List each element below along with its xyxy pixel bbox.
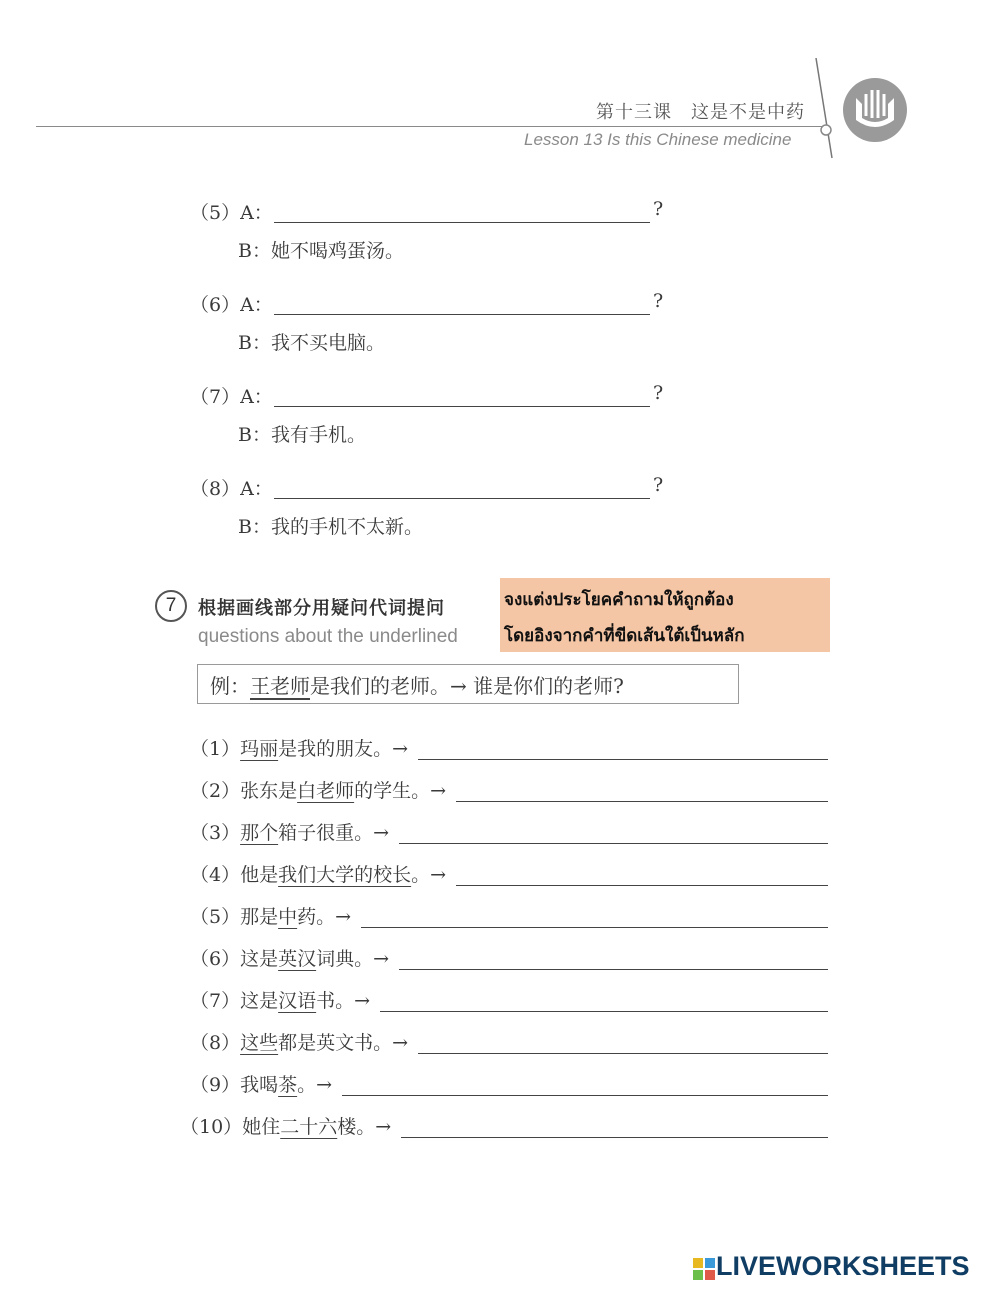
answer-blank-line[interactable] [380,1011,828,1012]
section-title: 根据画线部分用疑问代词提问 [198,598,445,619]
exercise-sentence [190,902,351,929]
exercise-underlined-word: 白老师 [297,780,355,802]
section-number-badge: 7 [155,590,187,622]
exercise-underlined-word: 中 [278,906,298,928]
header-rule [36,126,822,127]
answer-blank-line[interactable] [401,1137,828,1138]
answer-blank-line[interactable] [342,1095,828,1096]
exercise-underlined-word: 玛丽 [240,738,279,760]
answer-blank-line[interactable] [274,498,650,499]
answer-blank-line[interactable] [418,1053,828,1054]
exercise-sentence [190,1070,332,1097]
book-logo-icon [806,58,916,168]
dialog-a-label: （6）A： [190,294,273,316]
exercise-text-after: 的学生。→ [354,780,447,802]
question-mark: ? [653,382,664,404]
exercise-sentence [180,1112,391,1139]
exercise-text-after: 。→ [297,1074,333,1096]
exercise-sentence [190,860,446,887]
exercise-number: （9） [190,1074,241,1096]
exercise-text-after: 书。→ [316,990,371,1012]
exercise-text-after: 是我的朋友。→ [278,738,409,760]
answer-blank-line[interactable] [274,406,650,407]
exercise-text-after: 。→ [411,864,447,886]
exercise-sentence [190,986,370,1013]
question-mark: ? [653,474,664,496]
exercise-text-before: 这是 [240,990,279,1012]
exercise-sentence [190,776,446,803]
answer-blank-line[interactable] [274,314,650,315]
exercise-underlined-word: 汉语 [278,990,317,1012]
exercise-sentence [190,1028,408,1055]
exercise-text-before: 这是 [240,948,279,970]
answer-blank-line[interactable] [274,222,650,223]
dialog-b-line: B：我有手机。 [238,424,366,446]
question-mark: ? [653,290,664,312]
answer-blank-line[interactable] [456,801,828,802]
dialog-b-line: B：我的手机不太新。 [238,516,423,538]
exercise-underlined-word: 这些 [240,1032,279,1054]
dialog-a-label: （5）A： [190,202,273,224]
exercise-number: （8） [190,1032,241,1054]
lesson-title-chinese: 第十三课 这是不是中药 [596,102,805,123]
example-prefix: 例： [210,674,250,698]
liveworksheets-logo-text: LIVEWORKSHEETS [716,1251,970,1281]
question-mark: ? [653,198,664,220]
exercise-number: （7） [190,990,241,1012]
exercise-underlined-word: 茶 [278,1074,298,1096]
answer-blank-line[interactable] [418,759,828,760]
exercise-text-before: 他是 [240,864,279,886]
dialog-b-line: B：我不买电脑。 [238,332,385,354]
thai-instruction-line2: โดยอิงจากคำที่ขีดเส้นใต้เป็นหลัก [504,626,745,646]
answer-blank-line[interactable] [456,885,828,886]
exercise-number: （4） [190,864,241,886]
thai-instruction-box [500,578,830,652]
dialog-b-line: B：她不喝鸡蛋汤。 [238,240,404,262]
exercise-number: （3） [190,822,241,844]
lesson-title-english: Lesson 13 Is this Chinese medicine [524,130,792,149]
exercise-text-after: 都是英文书。→ [278,1032,409,1054]
answer-blank-line[interactable] [361,927,828,928]
exercise-underlined-word: 英汉 [278,948,317,970]
dialog-a-label: （7）A： [190,386,273,408]
dialog-a-label: （8）A： [190,478,273,500]
exercise-text-after: 楼。→ [337,1116,392,1138]
exercise-number: （5） [190,906,241,928]
exercise-sentence [190,734,408,761]
exercise-text-after: 词典。→ [316,948,390,970]
exercise-number: （2） [190,780,241,802]
liveworksheets-logo-icon [693,1258,715,1280]
exercise-number: （10） [180,1116,243,1138]
exercise-text-before: 张东是 [240,780,298,802]
exercise-text-after: 药。→ [297,906,352,928]
exercise-underlined-word: 我们大学的校长 [278,864,412,886]
exercise-text-before: 我喝 [240,1074,279,1096]
example-sentence [210,670,624,699]
exercise-text-after: 箱子很重。→ [278,822,390,844]
thai-instruction-line1: จงแต่งประโยคคำถามให้ถูกต้อง [504,590,734,610]
exercise-text-before: 她住 [242,1116,281,1138]
exercise-sentence [190,818,389,845]
exercise-text-before: 那是 [240,906,279,928]
exercise-underlined-word: 二十六 [280,1116,338,1138]
example-rest: 是我们的老师。→ 谁是你们的老师? [310,674,624,698]
section-subtitle: questions about the underlined [198,626,458,647]
example-underlined: 王老师 [250,674,310,698]
exercise-sentence [190,944,389,971]
exercise-number: （1） [190,738,241,760]
exercise-underlined-word: 那个 [240,822,279,844]
answer-blank-line[interactable] [399,969,828,970]
exercise-number: （6） [190,948,241,970]
answer-blank-line[interactable] [399,843,828,844]
